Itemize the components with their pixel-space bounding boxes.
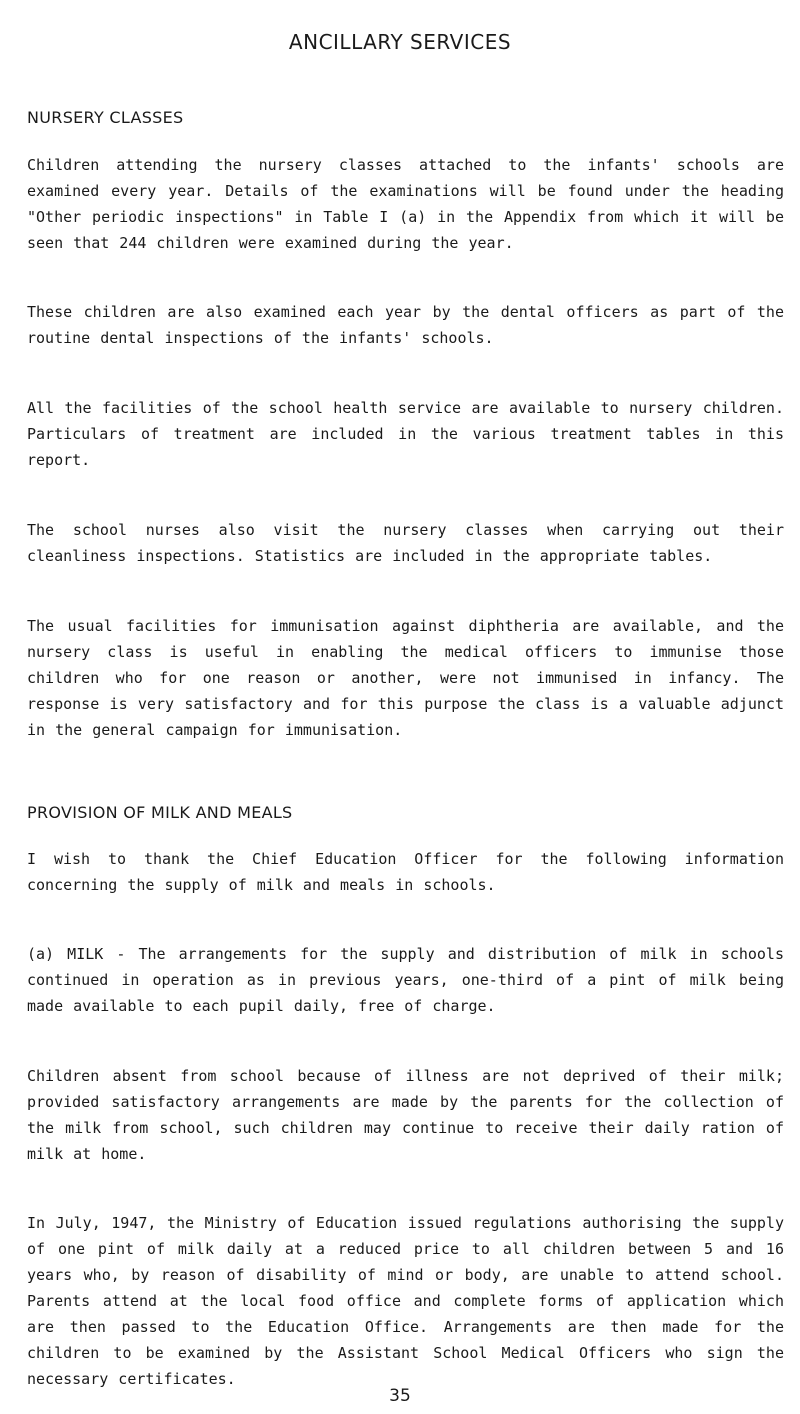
page-title: ANCILLARY SERVICES — [288, 30, 512, 54]
paragraph-ministry-regulations: In July, 1947, the Ministry of Education issued regulations authorising the supply of one pint of milk daily at a reduced price to all children between 5 and 16 years who, by reason of disability of mind or body, are unable to attend school. Parents attend at the local food office and complete forms of application which are then passed to the Education Office. Arrangements are then made for the children to be examined by the Assistant School Medical Officers who sign the necessary certificates. — [27, 1214, 784, 1388]
section-heading-milk-and-meals: PROVISION OF MILK AND MEALS — [27, 803, 293, 822]
section-heading-nursery-classes: NURSERY CLASSES — [27, 108, 184, 127]
paragraph-absent-children: Children absent from school because of illness are not deprived of their milk; provided satisfactory arrangements are made by the parents for the collection of the milk from school, such children may continue to receive their daily ration of milk at home. — [27, 1067, 784, 1163]
paragraph-dental-inspections: These children are also examined each year by the dental officers as part of the routine dental inspections of the infants' schools. — [27, 303, 784, 347]
paragraph-health-service-facilities: All the facilities of the school health service are available to nursery children. Particulars of treatment are included in the various treatment tables in this report. — [27, 399, 784, 469]
page-number: 35 — [389, 1386, 411, 1406]
paragraph-milk-supply: (a) MILK - The arrangements for the supply and distribution of milk in schools continued in operation as in previous years, one-third of a pint of milk being made available to each pupil daily, free of charge. — [27, 945, 784, 1015]
paragraph-immunisation: The usual facilities for immunisation against diphtheria are available, and the nursery class is useful in enabling the medical officers to immunise those children who for one reason or another, were not immunised in infancy. The response is very satisfactory and for this purpose the class is a valuable adjunct in the general campaign for immunisation. — [27, 617, 784, 739]
paragraph-acknowledgement: I wish to thank the Chief Education Officer for the following information concerning the supply of milk and meals in schools. — [27, 850, 784, 894]
paragraph-cleanliness-inspections: The school nurses also visit the nursery classes when carrying out their cleanliness inspections. Statistics are included in the appropriate tables. — [27, 521, 784, 565]
paragraph-nursery-examinations: Children attending the nursery classes attached to the infants' schools are examined every year. Details of the examinations will be found under the heading "Other periodic inspections" in Table I (a) in the Appendix from which it will be seen that 244 children were examined during the year. — [27, 156, 784, 252]
